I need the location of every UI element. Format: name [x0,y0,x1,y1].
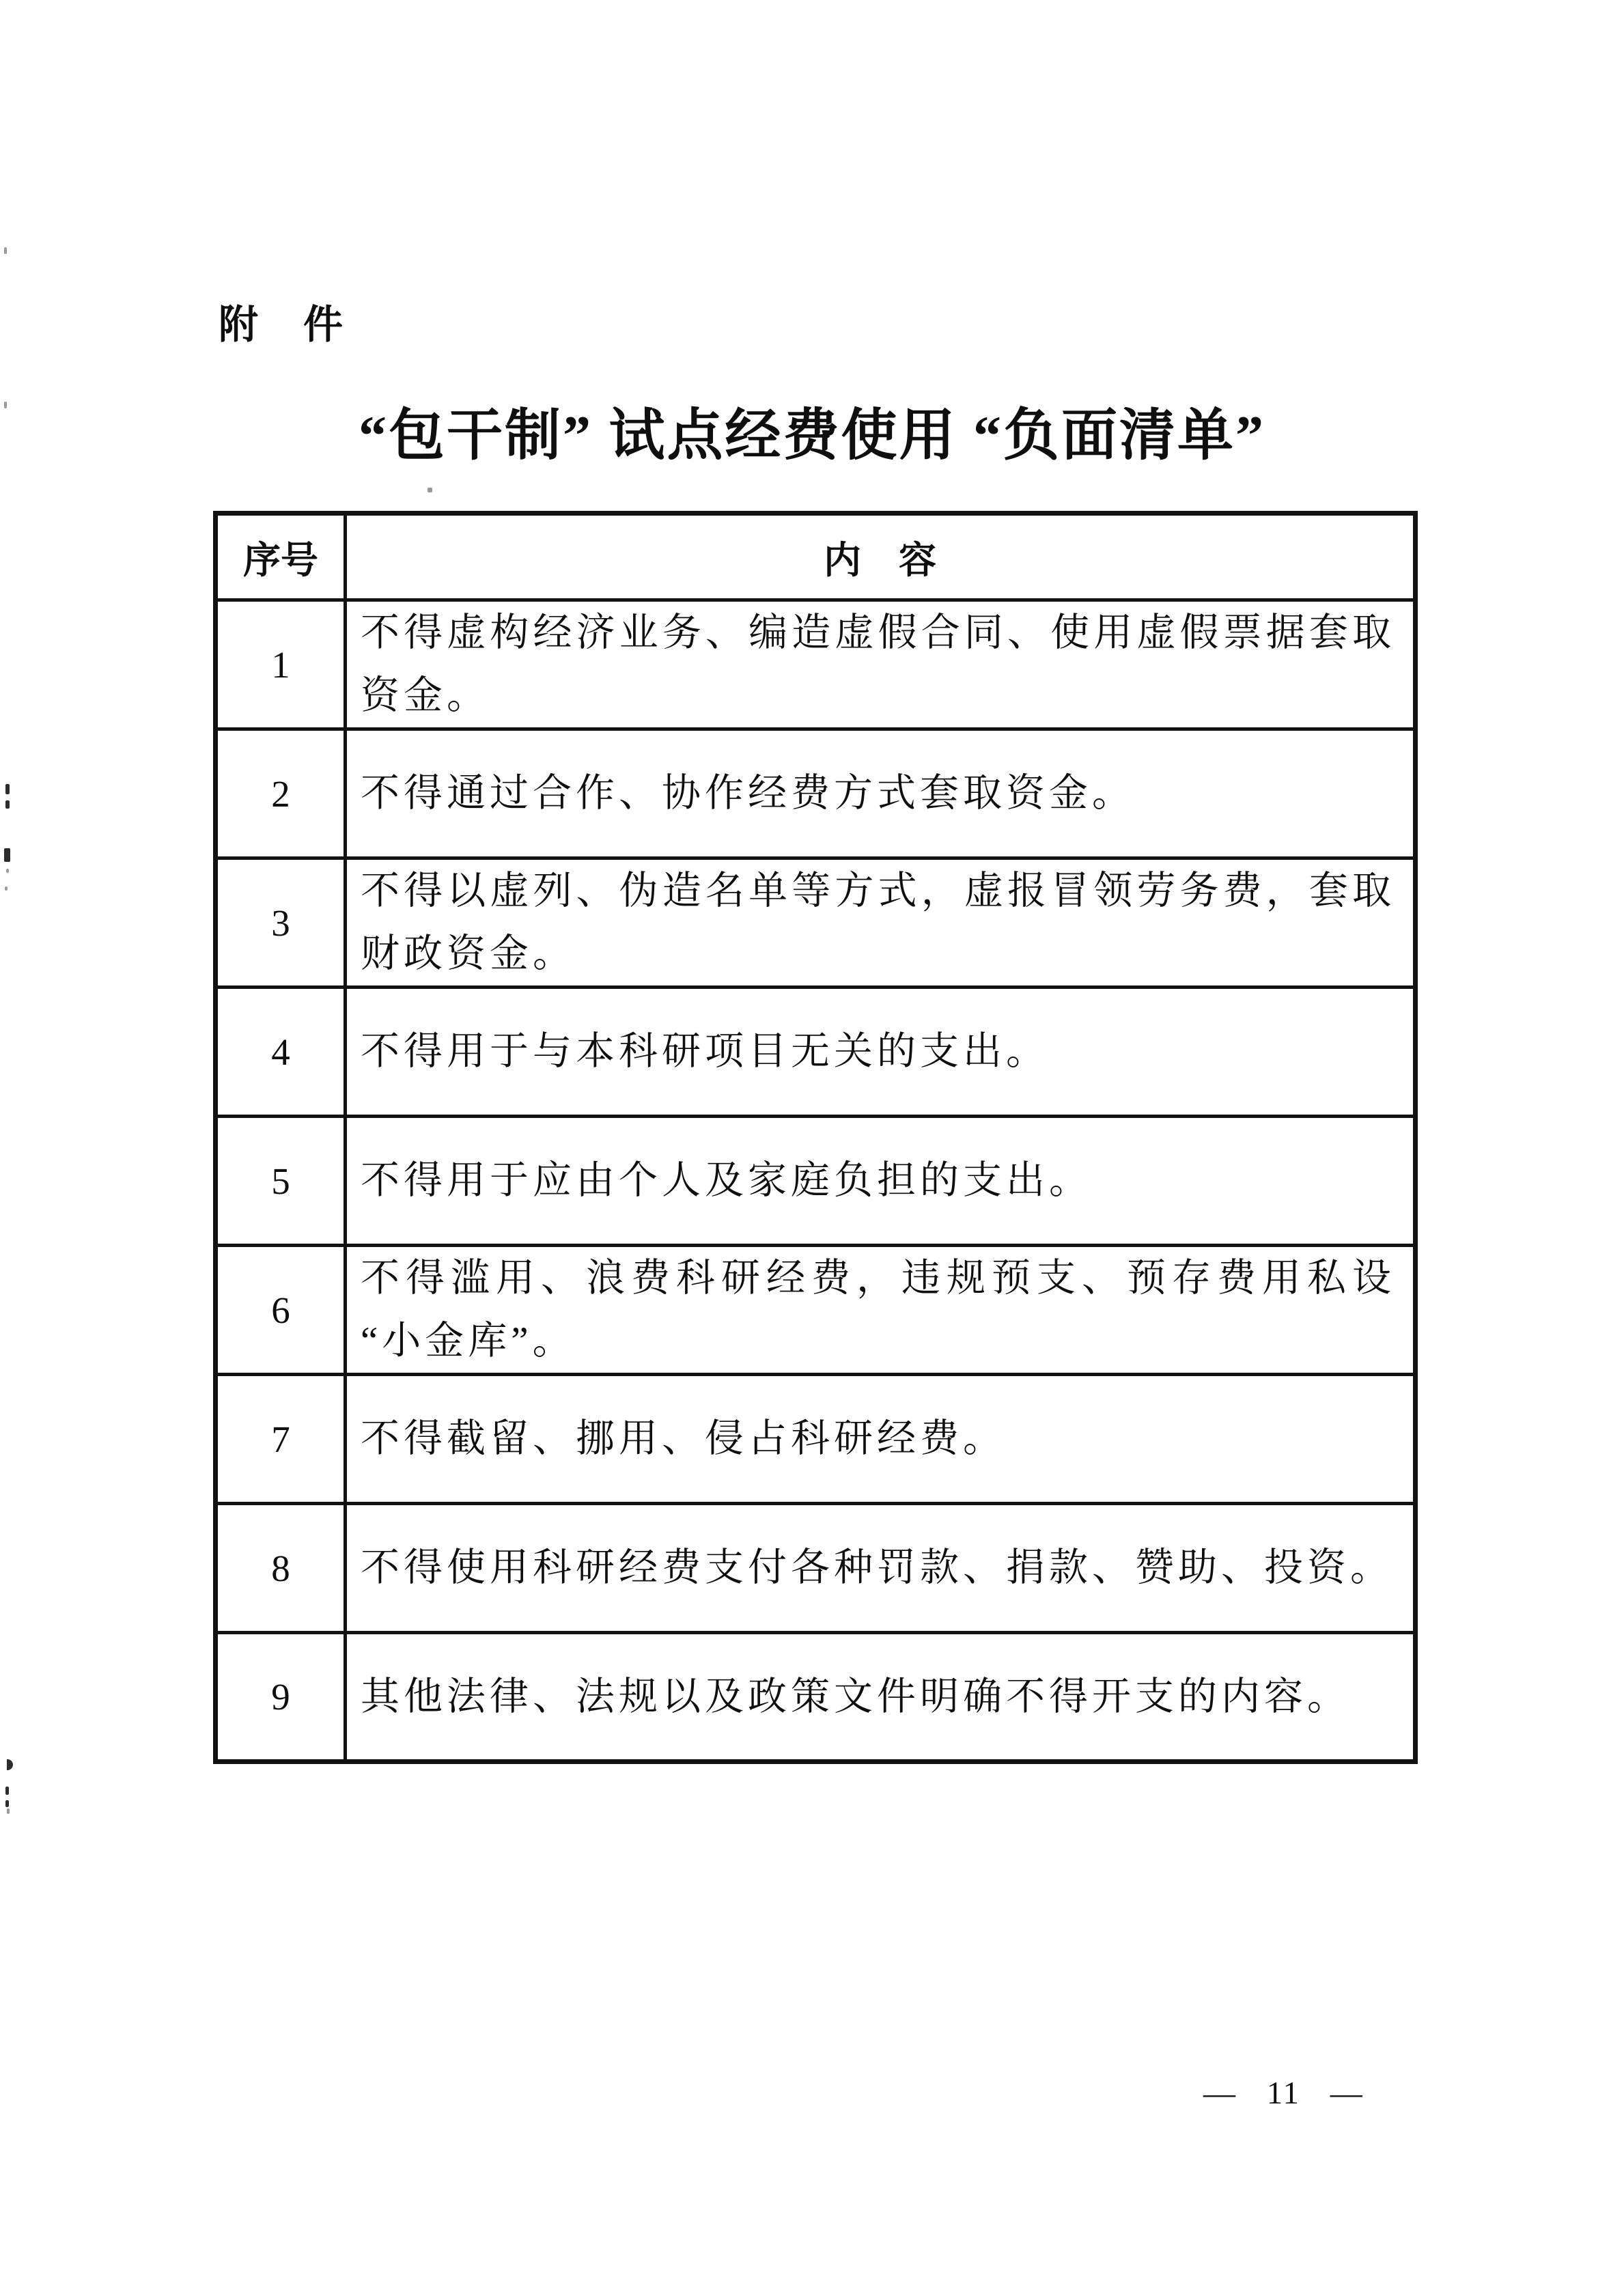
scan-artifact [4,402,7,408]
scan-artifact [5,886,8,891]
scan-artifact [4,247,7,254]
row-number: 4 [216,988,346,1117]
content-line: 不得通过合作、协作经费方式套取资金。 [361,772,1135,815]
table-row [216,1246,1416,1375]
content-line: 不得滥用、浪费科研经费，违规预支、预存费用私设 [361,1257,1395,1300]
row-content [346,1117,1416,1246]
scan-artifact [7,1808,10,1814]
header-index: 序号 [216,514,346,600]
attachment-label: 附 件 [219,303,346,347]
row-number: 8 [216,1504,346,1633]
content-line: 不得以虚列、伪造名单等方式，虚报冒领劳务费，套取 [361,869,1395,912]
table-header-row [216,514,1416,600]
row-number: 2 [216,729,346,858]
scan-artifact [6,869,9,873]
row-content [346,858,1416,988]
content-line: 不得截留、挪用、侵占科研经费。 [361,1417,1006,1460]
content-line: 财政资金。 [361,932,576,975]
table-row [216,1375,1416,1504]
table-row [216,729,1416,858]
row-content [346,1504,1416,1633]
content-line: 不得虚构经济业务、编造虚假合同、使用虚假票据套取 [361,611,1395,654]
row-content [346,729,1416,858]
scan-artifact [5,784,10,794]
table-row [216,1117,1416,1246]
table-row [216,1504,1416,1633]
table-row [216,600,1416,729]
row-number: 9 [216,1633,346,1762]
row-number: 1 [216,600,346,729]
table-row [216,988,1416,1117]
row-content [346,988,1416,1117]
scan-artifact [7,1759,13,1770]
scan-artifact [4,848,10,862]
scan-artifact [428,488,432,492]
header-content: 内 容 [346,514,1416,600]
negative-list-table [213,511,1418,1764]
row-content [346,600,1416,729]
content-line: 资金。 [361,674,490,717]
scan-artifact [5,1800,9,1807]
content-line: 不得用于与本科研项目无关的支出。 [361,1030,1049,1073]
row-number: 5 [216,1117,346,1246]
row-content [346,1246,1416,1375]
table-row [216,1633,1416,1762]
content-line: “小金库”。 [361,1319,576,1362]
content-line: 不得使用科研经费支付各种罚款、捐款、赞助、投资。 [361,1546,1393,1589]
row-content [346,1633,1416,1762]
scan-artifact [5,1787,9,1795]
content-line: 不得用于应由个人及家庭负担的支出。 [361,1159,1092,1202]
row-number: 6 [216,1246,346,1375]
scan-artifact [5,800,10,809]
row-content [346,1375,1416,1504]
table-row [216,858,1416,988]
page-title: “包干制” 试点经费使用 “负面清单” [358,404,1265,466]
row-number: 7 [216,1375,346,1504]
row-number: 3 [216,858,346,988]
page-number: — 11 — [1203,2075,1364,2111]
content-line: 其他法律、法规以及政策文件明确不得开支的内容。 [361,1675,1350,1718]
